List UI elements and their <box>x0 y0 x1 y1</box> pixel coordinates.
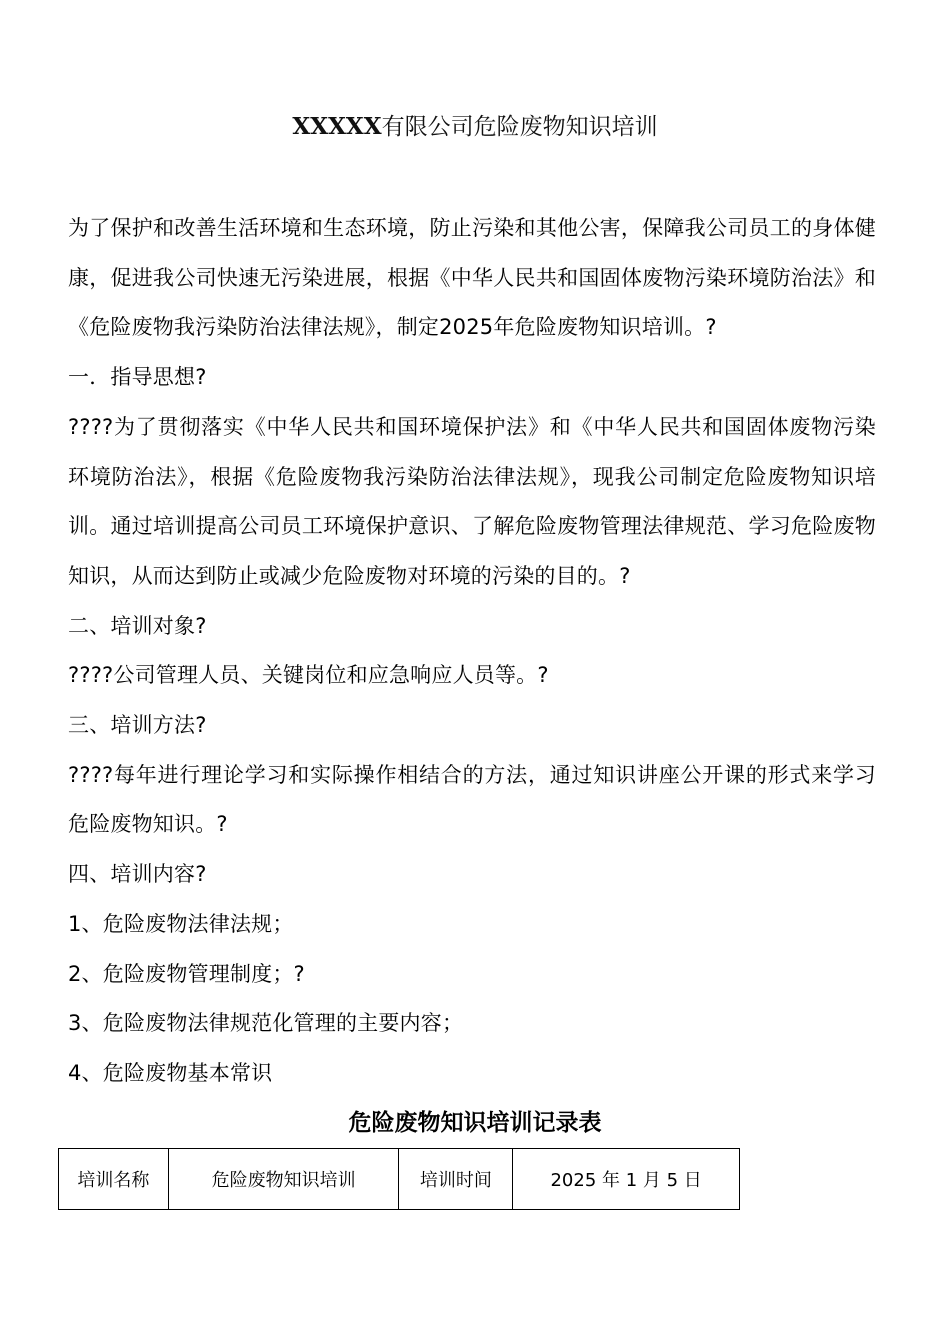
training-time-value: 2025 年 1 月 5 日 <box>513 1149 740 1210</box>
section-heading-training-targets: 二、培训对象? <box>68 613 207 638</box>
document-body <box>68 204 876 1099</box>
training-time-label: 培训时间 <box>399 1149 513 1210</box>
record-table-title: 危险废物知识培训记录表 <box>348 1110 602 1136</box>
training-record-table <box>58 1148 740 1210</box>
training-targets-paragraph: ????公司管理人员、关键岗位和应急响应人员等。? <box>68 663 549 688</box>
list-item: 3、危险废物法律规范化管理的主要内容； <box>68 1011 464 1036</box>
training-methods-paragraph: ????每年进行理论学习和实际操作相结合的方法，通过知识讲座公开课的形式来学习危险废物知识。? <box>68 762 876 837</box>
intro-paragraph: 为了保护和改善生活环境和生态环境，防止污染和其他公害，保障我公司员工的身体健康，促进我公司快速无污染进展，根据《中华人民共和国固体废物污染环境防治法》和《危险废物我污染防治法律法规》，制定2025年危险废物知识培训。? <box>68 216 876 340</box>
list-item: 1、危险废物法律法规； <box>68 911 294 936</box>
document-title-company: XXXXX <box>292 113 382 140</box>
guiding-ideology-paragraph: ????为了贯彻落实《中华人民共和国环境保护法》和《中华人民共和国固体废物污染环境防治法》，根据《危险废物我污染防治法律法规》，现我公司制定危险废物知识培训。通过培训提高公司员工环境保护意识、了解危险废物管理法律规范、学习危险废物知识，从而达到防止或减少危险废物对环境的污染的目的。? <box>68 414 876 588</box>
document-title <box>0 112 950 142</box>
document-title-text: 有限公司危险废物知识培训 <box>381 114 658 140</box>
training-name-value: 危险废物知识培训 <box>168 1149 399 1210</box>
training-name-label: 培训名称 <box>59 1149 169 1210</box>
section-heading-guiding-ideology: 一．指导思想? <box>68 365 207 390</box>
list-item: 2、危险废物管理制度；? <box>68 961 305 986</box>
section-heading-training-content: 四、培训内容? <box>68 862 207 887</box>
list-item: 4、危险废物基本常识 <box>68 1060 273 1085</box>
section-heading-training-methods: 三、培训方法? <box>68 713 207 738</box>
table-row <box>59 1149 740 1210</box>
